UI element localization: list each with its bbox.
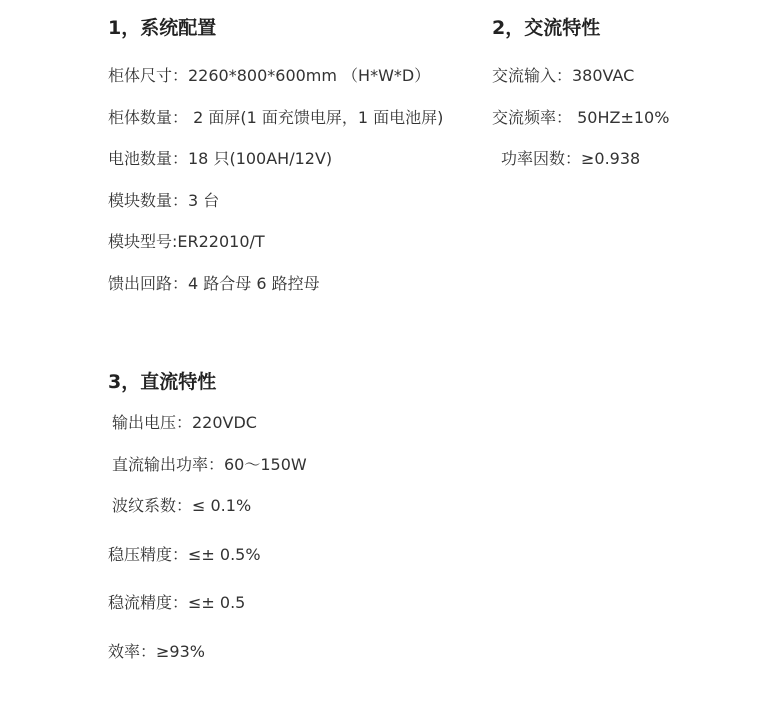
power-factor-line: 功率因数：≥0.938 [501,149,641,168]
efficiency-line: 效率：≥93% [108,642,205,661]
feeder-circuit-line: 馈出回路：4 路合母 6 路控母 [108,274,320,293]
ac-input-line: 交流输入：380VAC [492,66,635,85]
dc-output-power-line: 直流输出功率：60～150W [112,455,307,474]
cabinet-count-line: 柜体数量： 2 面屏(1 面充馈电屏，1 面电池屏) [108,108,444,127]
voltage-regulation-line: 稳压精度：≤± 0.5% [108,545,261,564]
ripple-factor-line: 波纹系数：≤ 0.1% [112,496,252,515]
current-regulation-line: 稳流精度：≤± 0.5 [108,593,246,612]
battery-count-line: 电池数量：18 只(100AH/12V) [108,149,333,168]
ac-frequency-line: 交流频率： 50HZ±10% [492,108,670,127]
section-1-title: 1，系统配置 [108,17,217,39]
output-voltage-line: 输出电压：220VDC [112,413,257,432]
section-2-title: 2，交流特性 [492,17,601,39]
section-3-title: 3，直流特性 [108,371,217,393]
module-count-line: 模块数量：3 台 [108,191,220,210]
module-model-line: 模块型号:ER22010/T [108,232,265,251]
cabinet-size-line: 柜体尺寸：2260*800*600mm （H*W*D） [108,66,431,85]
